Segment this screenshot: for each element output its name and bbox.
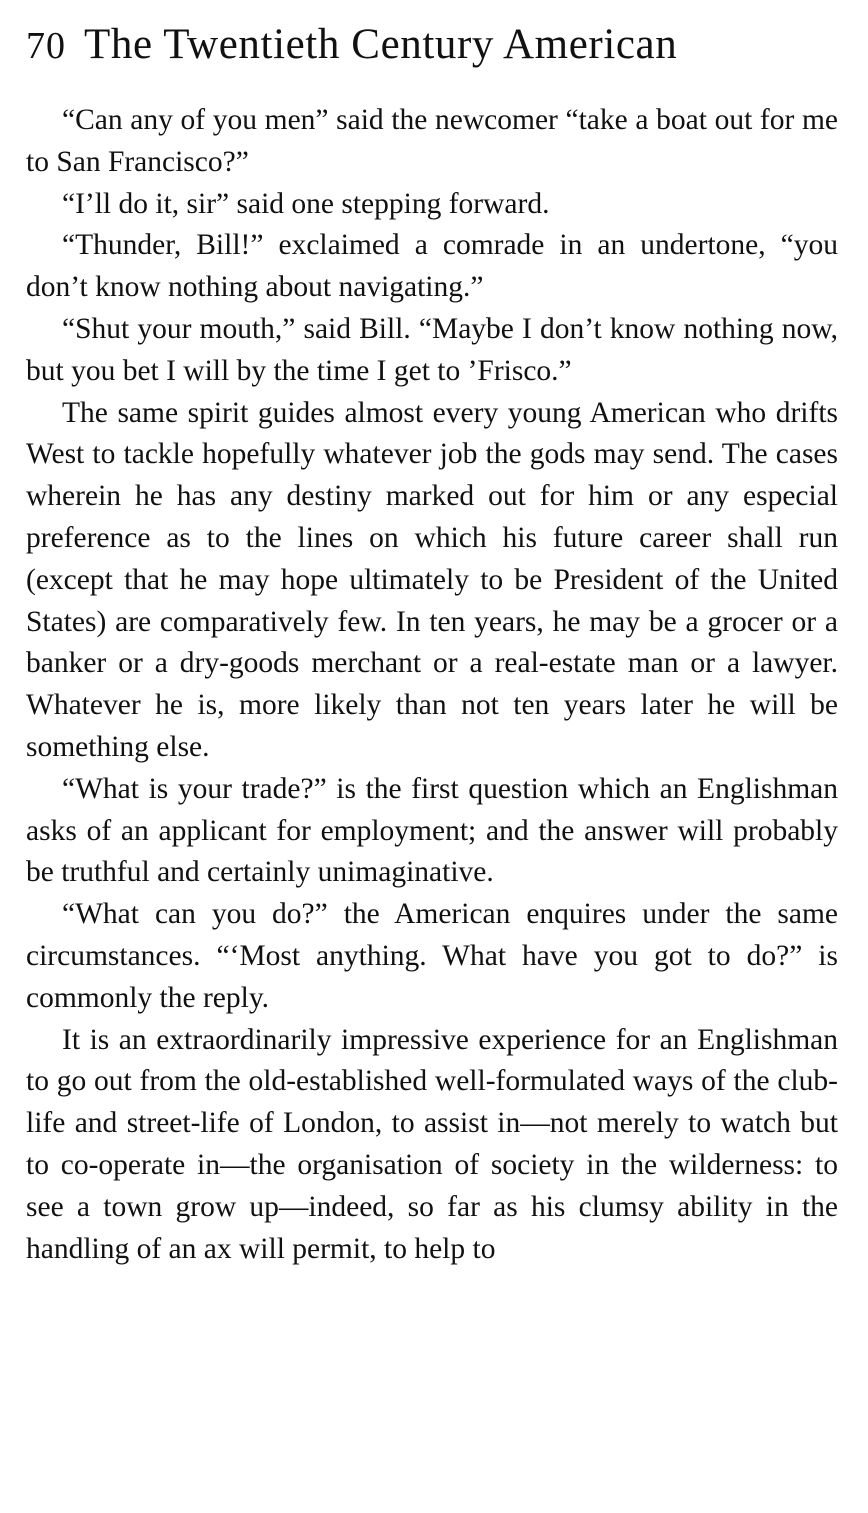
book-title: The Twentieth Century American — [84, 21, 678, 68]
paragraph-3: “Thunder, Bill!” exclaimed a comrade in an undertone, “you don’t know nothing about navigating.” — [26, 229, 838, 304]
paragraph-5: The same spirit guides almost every young American who drifts West to tackle hopefully whatever job the gods may send. The cases wherein he has any destiny marked out for him or any especial preference as to the lines on which his future career shall run (except that he may hope ultimately to be President of the United States) are comparatively few. In ten years, he may be a grocer or a banker or a dry-goods merchant or a real-estate man or a lawyer. Whatever he is, more likely than not ten years later he will be something else. — [26, 396, 838, 763]
paragraph-1: “Can any of you men” said the newcomer “take a boat out for me to San Francisco?” — [26, 104, 838, 178]
running-head — [26, 20, 838, 70]
paragraph-7: “What can you do?” the American enquires under the same circumstances. “‘Most anything. What have you got to do?” is commonly the reply. — [26, 898, 838, 1014]
book-page — [26, 20, 838, 1270]
paragraph-6: “What is your trade?” is the first question which an Englishman asks of an applicant for employment; and the answer will probably be truthful and certainly unimaginative. — [26, 772, 838, 889]
paragraph-8: It is an extraordinarily impressive experience for an Englishman to go out from the old-established well-formulated ways of the club-life and street-life of London, to assist in—not merely to watch but to co-operate in—the organisation of society in the wilderness: to see a town grow up—indeed, so far as his clumsy ability in the handling of an ax will permit, to help to — [26, 1023, 838, 1265]
paragraph-4: “Shut your mouth,” said Bill. “Maybe I don’t know nothing now, but you bet I will by the time I get to ’Frisco.” — [26, 312, 838, 387]
paragraph-2: “I’ll do it, sir” said one stepping forward. — [62, 187, 550, 220]
page-number: 70 — [26, 25, 66, 67]
body-text — [26, 100, 838, 1270]
